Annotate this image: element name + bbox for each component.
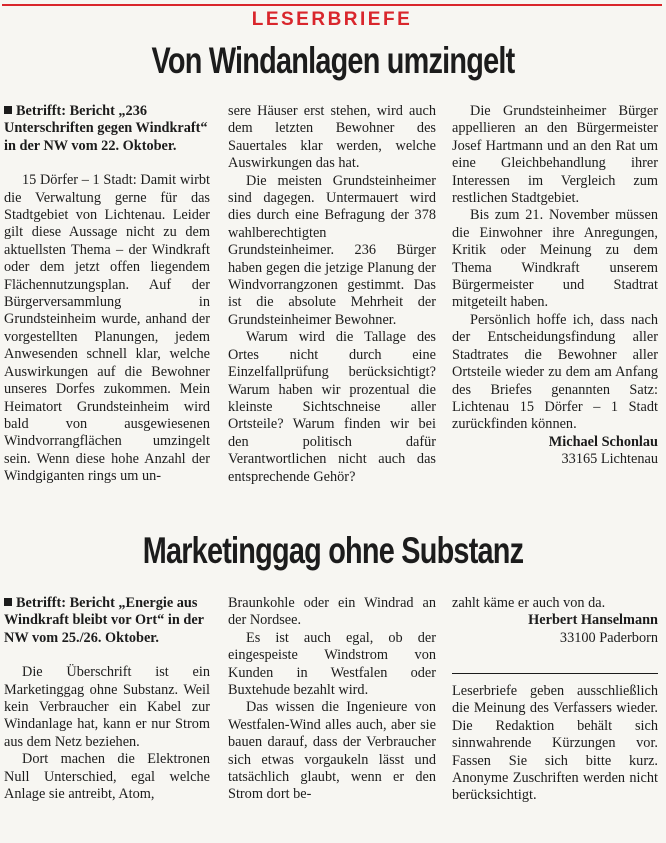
bullet-square-icon	[4, 598, 12, 606]
letter2-column-1	[4, 595, 210, 803]
section-label: LESERBRIEFE	[244, 9, 421, 31]
letter2-column-3	[452, 595, 658, 647]
letter2-city: 33100 Paderborn	[559, 629, 658, 646]
bullet-square-icon	[4, 106, 12, 114]
disclaimer-divider	[452, 673, 658, 674]
letter1-column-1	[4, 103, 210, 486]
letter2-headline: Marketinggag ohne Substanz	[142, 530, 524, 571]
letter1-paragraph: sere Häuser erst stehen, wird auch dem letzten Bewohner des Sauertales klar werden, welche Auswirkungen das hat.	[228, 103, 436, 172]
section-header	[2, 4, 662, 36]
letter1-column-2	[228, 103, 436, 486]
disclaimer: Leserbriefe geben ausschließlich die Meinung des Verfassers wieder. Die Redaktion behält sich sinnwahrende Kürzungen vor. Fassen Sie sich bitte kurz. Anonyme Zuschriften werden nicht berücksichtigt.	[452, 683, 658, 804]
letter1-paragraph: Die meisten Grundsteinheimer sind dagegen. Untermauert wird dies durch eine Befragung der 378 wahlberechtigten Grundsteinheimer. 236 Bürger haben gegen die jetzige Planung der Windvorrangzonen gestimmt. Das ist die absolute Mehrheit der Grundsteinheimer Bewohner.	[228, 172, 436, 328]
letter1-column-3	[452, 103, 658, 469]
letter1-author: Michael Schonlau	[548, 433, 658, 450]
letter2-paragraph: Braunkohle oder ein Windrad an der Nordsee.	[228, 595, 436, 629]
letter2-author: Herbert Hanselmann	[528, 612, 658, 629]
letter2-paragraph: Das wissen die Ingenieure von Westfalen-Wind alles auch, aber sie bauen darauf, dass der Verbraucher sich etwas vorgaukeln lässt und tatsächlich glaubt, wenn er den Strom dort be-	[228, 699, 436, 803]
letter1-paragraph: 15 Dörfer – 1 Stadt: Damit wirbt die Verwaltung gerne für das Stadtgebiet von Lichtenau. Leider gilt diese Aussage nicht zu dem aktuellsten Thema – der Windkraft oder dem jetzt offen liegendem Flächennutzungsplan. Auf der Bürgerversammlung in Grundsteinheim wurde, anhand der vorgestellten Planungen, jedem Anwesenden schnell klar, welche Auswirkungen auf die Bewohner unseres Dorfes zukommen. Mein Heimatort Grundsteinheim wird bald von ausgewiesenen Windvorrangflächen umzingelt sein. Wenn diese hohe Anzahl der Windgiganten rings um un-	[4, 172, 210, 485]
letter2-paragraph: zahlt käme er auch von da.	[452, 595, 606, 611]
letter1-headline: Von Windanlagen umzingelt	[151, 40, 515, 81]
letter2-column-2	[228, 595, 436, 804]
letter1-city: 33165 Lichtenau	[561, 451, 658, 468]
letter1-paragraph: Persönlich hoffe ich, dass nach der Entscheidungsfindung aller Stadtrates die Bewohner aller Ortsteile wieder zu dem am Anfang des Briefes genannten Satz: Lichtenau 15 Dörfer – 1 Stadt zurückfinden können.	[452, 311, 658, 433]
letter1-paragraph: Warum wird die Tallage des Ortes nicht durch eine Einzelfallprüfung berücksichtigt? Warum haben wir prozentual die kleinste Sichtschneise aller Ortsteile? Warum finden wir bei den politisch dafür Verantwortlichen nicht auch das entsprechende Gehör?	[228, 329, 436, 485]
letter2-paragraph: Dort machen die Elektronen Null Unterschied, egal welche Anlage sie antreibt, Atom,	[4, 751, 210, 803]
letter1-paragraph: Die Grundsteinheimer Bürger appellieren an den Bürgermeister Josef Hartmann und an den Rat um eine Gleichbehandlung ihrer Interessen im Vergleich zum restlichen Stadtgebiet.	[452, 103, 658, 207]
letter1-paragraph: Bis zum 21. November müssen die Einwohner ihre Anregungen, Kritik oder Meinung zu dem Thema Windkraft unserem Bürgermeister und Stadtrat mitgeteilt haben.	[452, 207, 658, 311]
letter2-paragraph: Die Überschrift ist ein Marketinggag ohne Substanz. Weil kein Verbraucher ein Kabel zur Windanlage hat, kann er nur Strom aus dem Netz beziehen.	[4, 664, 210, 750]
letter1-reference: Betrifft: Bericht „236 Unterschriften gegen Windkraft“ in der NW vom 22. Oktober.	[4, 103, 208, 154]
letter2-reference: Betrifft: Bericht „Energie aus Windkraft bleibt vor Ort“ in der NW vom 25./26. Oktober.	[4, 595, 204, 646]
letter2-paragraph: Es ist auch egal, ob der eingespeiste Windstrom von Kunden in Westfalen oder Buxtehude bezahlt wird.	[228, 629, 436, 699]
